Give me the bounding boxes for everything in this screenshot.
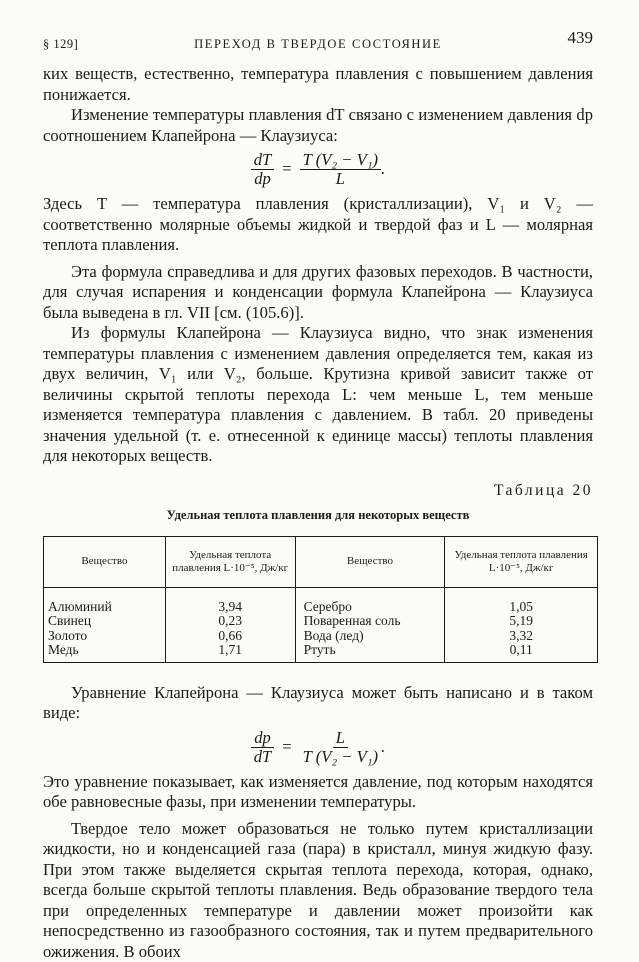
paragraph: Здесь T — температура плавления (кристаллизации), V₁ и V₂ — соответственно молярные объемы жидкой и твердой фаз и L — молярная теплота плавления. (43, 194, 593, 256)
paragraph: Эта формула справедлива и для других фазовых переходов. В частности, для случая испарения и конденсации формула Клапейрона — Клаузиуса была выведена в гл. VII [см. (105.6)]. (43, 262, 593, 324)
column-header: Удельная теплота плавления L·10⁻⁵, Дж/кг (445, 536, 598, 587)
clapeyron-formula-inverse (43, 729, 593, 766)
value-cell: 0,23 (165, 614, 295, 629)
running-header (43, 26, 593, 52)
paragraph: Из формулы Клапейрона — Клаузиуса видно, что знак изменения температуры плавления с изменением давления определяется тем, какая из двух величин, V₁ или V₂, больше. Крутизна кривой зависит также от величины скрытой теплоты перехода L: чем меньше L, тем меньше изменяется температура плавления с давлением. В табл. 20 приведены значения удельной (т. е. отнесенной к единице массы) теплоты плавления для некоторых веществ. (43, 323, 593, 467)
column-header: Вещество (44, 536, 166, 587)
formula-lhs (251, 151, 275, 188)
formula-denominator: dT (251, 748, 275, 766)
paragraph: Уравнение Клапейрона — Клаузиуса может быть написано и в таком виде: (43, 683, 593, 724)
formula-denominator: dp (251, 170, 274, 188)
spacer (43, 663, 593, 683)
substance-cell: Серебро (295, 587, 445, 614)
column-header: Удельная теплота плавления L·10⁻⁵, Дж/кг (165, 536, 295, 587)
formula-period: . (381, 737, 385, 758)
table-caption: Таблица 20 (43, 481, 593, 502)
heat-of-fusion-table (43, 536, 598, 663)
formula-rhs (300, 729, 381, 766)
table-title: Удельная теплота плавления для некоторых веществ (43, 505, 593, 526)
substance-cell: Свинец (44, 614, 166, 629)
formula-numerator: L (333, 729, 348, 748)
value-cell: 1,71 (165, 643, 295, 662)
page-number: 439 (568, 28, 594, 49)
value-cell: 3,32 (445, 629, 598, 644)
section-number: § 129] (43, 34, 78, 55)
table-row (44, 587, 598, 614)
value-cell: 0,11 (445, 643, 598, 662)
formula-numerator: T (V₂ − V₁) (300, 151, 381, 170)
paragraph: Изменение температуры плавления dT связано с изменением давления dp соотношением Клапейрона — Клаузиуса: (43, 105, 593, 146)
value-cell: 0,66 (165, 629, 295, 644)
column-header: Вещество (295, 536, 445, 587)
paragraph: Твердое тело может образоваться не только путем кристаллизации жидкости, но и конденсацией газа (пара) в кристалл, минуя жидкую фазу. При этом также выделяется скрытая теплота перехода, которая, однако, всегда больше скрытой теплоты плавления. Ведь образование твердого тела при определенных температуре и давлении может произойти как непосредственно из газообразного состояния, так и путем предварительного ожижения. В обоих (43, 819, 593, 962)
substance-cell: Вода (лед) (295, 629, 445, 644)
formula-rhs (300, 151, 381, 188)
value-cell: 1,05 (445, 587, 598, 614)
table-row (44, 614, 598, 629)
table-header-row (44, 536, 598, 587)
formula-denominator: L (333, 170, 348, 188)
substance-cell: Ртуть (295, 643, 445, 662)
page-body (43, 64, 593, 962)
formula-lhs (251, 729, 275, 766)
running-title: ПЕРЕХОД В ТВЕРДОЕ СОСТОЯНИЕ (43, 34, 593, 55)
equals-sign: = (282, 159, 291, 180)
formula-period: . (381, 159, 385, 180)
substance-cell: Поваренная соль (295, 614, 445, 629)
substance-cell: Медь (44, 643, 166, 662)
formula-numerator: dT (251, 151, 275, 170)
value-cell: 5,19 (445, 614, 598, 629)
formula-numerator: dp (251, 729, 274, 748)
substance-cell: Алюминий (44, 587, 166, 614)
table-row (44, 629, 598, 644)
table-row (44, 643, 598, 662)
paragraph: Это уравнение показывает, как изменяется давление, под которым находятся обе равновесные фазы, при изменении температуры. (43, 772, 593, 813)
formula-denominator: T (V₂ − V₁) (300, 748, 381, 766)
value-cell: 3,94 (165, 587, 295, 614)
paragraph: ких веществ, естественно, температура плавления с повышением давления понижается. (43, 64, 593, 105)
equals-sign: = (282, 737, 291, 758)
clapeyron-formula (43, 151, 593, 188)
substance-cell: Золото (44, 629, 166, 644)
